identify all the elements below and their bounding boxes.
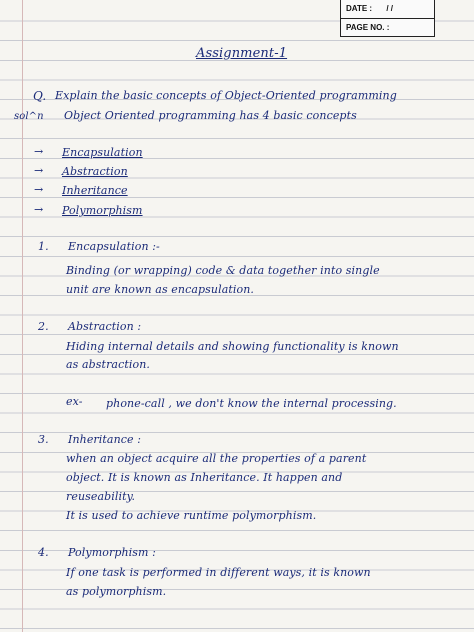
arrow-icon: → (34, 145, 44, 158)
section-number: 3. (38, 433, 49, 446)
section-number: 4. (38, 546, 49, 559)
section-number: 2. (38, 320, 49, 333)
date-page-box (340, 0, 435, 37)
inheritance-line-1: when an object acquire all the properties of a parent (66, 452, 367, 465)
abstraction-line-1: Hiding internal details and showing functionality is known (66, 340, 399, 353)
polymorphism-heading: Polymorphism : (68, 546, 156, 559)
margin-line (22, 0, 23, 632)
section-number: 1. (38, 240, 49, 253)
polymorphism-line-2: as polymorphism. (66, 585, 167, 598)
arrow-icon: → (34, 164, 44, 177)
page-no-row (341, 18, 434, 36)
date-value: / / (386, 4, 393, 13)
concept-item: Polymorphism (62, 204, 143, 217)
page-no-label: PAGE NO. : (346, 23, 390, 32)
encapsulation-line-1: Binding (or wrapping) code & data together into single (66, 264, 380, 277)
arrow-icon: → (34, 183, 44, 196)
question-line-2: Object Oriented programming has 4 basic concepts (64, 109, 357, 122)
inheritance-line-3: reuseability. (66, 490, 136, 503)
concept-item: Inheritance (62, 184, 128, 197)
date-row (341, 0, 434, 18)
abstraction-example: phone-call , we don't know the internal processing. (106, 397, 397, 410)
inheritance-heading: Inheritance : (68, 433, 142, 446)
solution-marker: sol^n (14, 111, 44, 122)
date-label: DATE : (346, 4, 373, 13)
encapsulation-line-2: unit are known as encapsulation. (66, 283, 254, 296)
concept-item: Encapsulation (62, 146, 143, 159)
example-marker: ex- (66, 395, 83, 408)
encapsulation-heading: Encapsulation :- (68, 240, 160, 253)
question-marker: Q. (33, 89, 47, 103)
inheritance-line-2: object. It is known as Inheritance. It happen and (66, 471, 343, 484)
inheritance-line-4: It is used to achieve runtime polymorphism. (66, 509, 317, 522)
polymorphism-line-1: If one task is performed in different ways, it is known (66, 566, 371, 579)
page-title: Assignment-1 (196, 46, 288, 61)
question-line-1: Explain the basic concepts of Object-Oriented programming (55, 89, 397, 102)
abstraction-line-2: as abstraction. (66, 358, 150, 371)
concept-item: Abstraction (62, 165, 128, 178)
abstraction-heading: Abstraction : (68, 320, 142, 333)
arrow-icon: → (34, 203, 44, 216)
